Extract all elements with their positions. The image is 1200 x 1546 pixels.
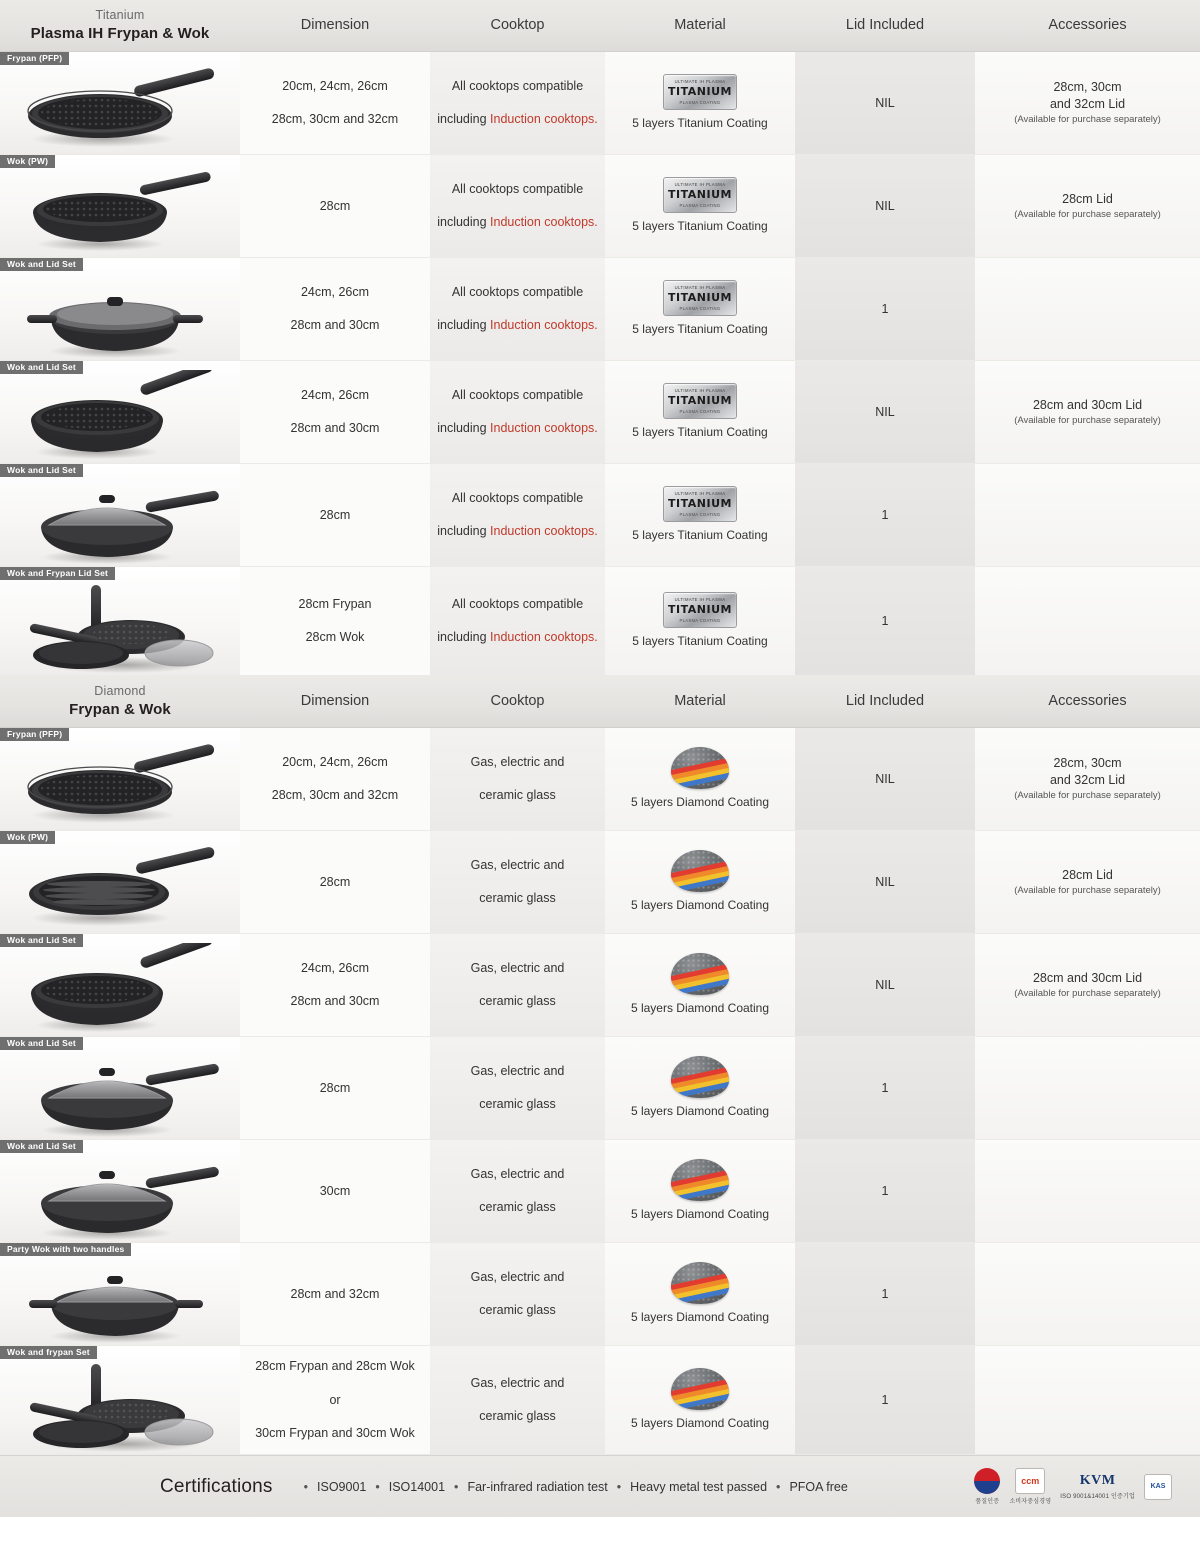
- product-tag: Wok and Lid Set: [0, 361, 83, 374]
- material-label: 5 layers Diamond Coating: [630, 1310, 770, 1325]
- cell-dimension: 28cm: [240, 155, 430, 257]
- product-image-cell: [0, 567, 240, 675]
- material-label: 5 layers Titanium Coating: [632, 425, 768, 440]
- certification-item: ISO14001: [388, 1479, 446, 1494]
- cell-lid-included: NIL: [795, 155, 975, 257]
- product-image-cell: [0, 934, 240, 1036]
- certifications-title: Certifications: [160, 1475, 273, 1497]
- diamond-badge-icon: [671, 1262, 729, 1304]
- cell-lid-included: 1: [795, 1346, 975, 1454]
- product-tag: Wok and Lid Set: [0, 464, 83, 477]
- accessory-title: 28cm Lid: [1062, 191, 1113, 206]
- table-row: [0, 1140, 1200, 1243]
- cell-cooktop: All cooktops compatible including Induction cooktops.: [430, 567, 605, 675]
- cell-lid-included: NIL: [795, 361, 975, 463]
- cell-accessories: [975, 1346, 1200, 1454]
- cell-lid-included: NIL: [795, 831, 975, 933]
- table-row: [0, 1037, 1200, 1140]
- table-row: [0, 52, 1200, 155]
- diamond-badge-icon: [671, 850, 729, 892]
- cell-dimension: 28cm: [240, 464, 430, 566]
- cell-accessories: [975, 934, 1200, 1036]
- section-name: Frypan & Wok: [69, 700, 171, 718]
- table-row: [0, 728, 1200, 831]
- cell-material: [605, 728, 795, 830]
- cell-accessories: [975, 361, 1200, 463]
- cell-lid-included: 1: [795, 258, 975, 360]
- cell-lid-included: 1: [795, 567, 975, 675]
- cell-material: [605, 934, 795, 1036]
- section-title-1: [0, 679, 240, 724]
- product-illustration: [0, 728, 240, 830]
- cell-accessories: [975, 831, 1200, 933]
- product-tag: Wok and frypan Set: [0, 1346, 97, 1359]
- accessory-note: (Available for purchase separately): [1014, 884, 1161, 896]
- cell-cooktop: All cooktops compatible including Induction cooktops.: [430, 361, 605, 463]
- material-label: 5 layers Diamond Coating: [630, 898, 770, 913]
- product-image-cell: [0, 464, 240, 566]
- section-header-0: [0, 0, 1200, 52]
- titanium-badge-icon: ULTIMATE IH PLASMA TITANIUM PLASMA COATING: [663, 486, 737, 522]
- accessory-note: (Available for purchase separately): [1014, 113, 1161, 125]
- product-tag: Wok (PW): [0, 831, 55, 844]
- cell-dimension: 30cm: [240, 1140, 430, 1242]
- cell-dimension: 20cm, 24cm, 26cm 28cm, 30cm and 32cm: [240, 728, 430, 830]
- material-label: 5 layers Titanium Coating: [632, 322, 768, 337]
- titanium-badge-icon: ULTIMATE IH PLASMA TITANIUM PLASMA COATING: [663, 280, 737, 316]
- product-illustration: [0, 934, 240, 1036]
- diamond-badge-icon: [671, 1056, 729, 1098]
- section-subtitle: Diamond: [94, 683, 146, 698]
- table-row: [0, 361, 1200, 464]
- column-header-material: Material: [674, 692, 726, 709]
- product-illustration: [0, 258, 240, 360]
- diamond-badge-icon: [671, 1159, 729, 1201]
- cell-material: [605, 831, 795, 933]
- bullet-icon: •: [303, 1479, 309, 1494]
- product-illustration: [0, 361, 240, 463]
- cell-cooktop: Gas, electric and ceramic glass: [430, 831, 605, 933]
- titanium-badge-icon: ULTIMATE IH PLASMA TITANIUM PLASMA COATING: [663, 592, 737, 628]
- titanium-badge-icon: ULTIMATE IH PLASMA TITANIUM PLASMA COATING: [663, 383, 737, 419]
- cell-accessories: [975, 1037, 1200, 1139]
- table-row: [0, 567, 1200, 676]
- titanium-badge-icon: ULTIMATE IH PLASMA TITANIUM PLASMA COATING: [663, 74, 737, 110]
- korea-mark-icon: [974, 1468, 1000, 1505]
- cell-lid-included: 1: [795, 1037, 975, 1139]
- column-header-accessories: Accessories: [1048, 16, 1127, 33]
- cell-accessories: [975, 567, 1200, 675]
- table-row: [0, 155, 1200, 258]
- product-image-cell: [0, 1140, 240, 1242]
- cell-material: [605, 258, 795, 360]
- certification-logos: [974, 1468, 1172, 1505]
- cell-lid-included: 1: [795, 464, 975, 566]
- accessory-note: (Available for purchase separately): [1014, 208, 1161, 220]
- cell-dimension: 28cm Frypan 28cm Wok: [240, 567, 430, 675]
- cell-accessories: [975, 258, 1200, 360]
- kvm-mark-caption: ISO 9001&14001 인증기업: [1060, 1494, 1135, 1500]
- titanium-badge-icon: ULTIMATE IH PLASMA TITANIUM PLASMA COATING: [663, 177, 737, 213]
- cell-material: [605, 1243, 795, 1345]
- product-image-cell: [0, 258, 240, 360]
- product-illustration: [0, 1243, 240, 1345]
- product-illustration: [0, 155, 240, 257]
- product-tag: Wok and Lid Set: [0, 934, 83, 947]
- cell-material: [605, 155, 795, 257]
- ccm-mark-caption: 소비자중심경영: [1009, 1499, 1052, 1505]
- bullet-icon: •: [375, 1479, 380, 1494]
- product-image-cell: [0, 1243, 240, 1345]
- material-label: 5 layers Diamond Coating: [630, 1104, 770, 1119]
- cell-material: [605, 1140, 795, 1242]
- cell-cooktop: All cooktops compatible including Induction cooktops.: [430, 52, 605, 154]
- cell-dimension: 24cm, 26cm 28cm and 30cm: [240, 361, 430, 463]
- cell-cooktop: All cooktops compatible including Induction cooktops.: [430, 464, 605, 566]
- bullet-icon: •: [776, 1479, 781, 1494]
- accessory-title: 28cm, 30cm and 32cm Lid: [1049, 80, 1126, 112]
- cell-accessories: [975, 464, 1200, 566]
- cell-dimension: 20cm, 24cm, 26cm 28cm, 30cm and 32cm: [240, 52, 430, 154]
- section-title-0: [0, 3, 240, 48]
- material-label: 5 layers Titanium Coating: [632, 219, 768, 234]
- accessory-note: (Available for purchase separately): [1014, 789, 1161, 801]
- product-illustration: [0, 1346, 240, 1454]
- product-image-cell: [0, 728, 240, 830]
- product-illustration: [0, 464, 240, 566]
- column-header-cooktop: Cooktop: [490, 16, 545, 33]
- kvm-mark-text: KVM: [1079, 1473, 1116, 1488]
- product-illustration: [0, 52, 240, 154]
- section-subtitle: Titanium: [95, 7, 145, 22]
- product-illustration: [0, 831, 240, 933]
- kas-mark-text: KAS: [1144, 1474, 1172, 1500]
- korea-mark-caption: 품질인증: [975, 1499, 1000, 1505]
- cell-cooktop: Gas, electric and ceramic glass: [430, 1243, 605, 1345]
- cell-dimension: 28cm and 32cm: [240, 1243, 430, 1345]
- bullet-icon: •: [616, 1479, 622, 1494]
- column-header-cooktop: Cooktop: [490, 692, 545, 709]
- cell-dimension: 24cm, 26cm 28cm and 30cm: [240, 934, 430, 1036]
- diamond-badge-icon: [671, 747, 729, 789]
- cell-accessories: [975, 155, 1200, 257]
- kvm-mark-icon: [1060, 1473, 1135, 1500]
- accessory-title: 28cm, 30cm and 32cm Lid: [1049, 756, 1126, 788]
- accessory-title: 28cm and 30cm Lid: [1032, 397, 1143, 412]
- table-row: [0, 934, 1200, 1037]
- ccm-mark-text: ccm: [1015, 1468, 1045, 1494]
- product-image-cell: [0, 1037, 240, 1139]
- cell-material: [605, 361, 795, 463]
- product-illustration: [0, 1140, 240, 1242]
- cell-lid-included: 1: [795, 1140, 975, 1242]
- cell-dimension: 28cm Frypan and 28cm Wok or 30cm Frypan and 30cm Wok: [240, 1346, 430, 1454]
- certification-item: Far-infrared radiation test: [467, 1479, 608, 1494]
- product-tag: Wok and Lid Set: [0, 1037, 83, 1050]
- table-row: [0, 464, 1200, 567]
- certification-item: ISO9001: [317, 1479, 367, 1494]
- cell-cooktop: Gas, electric and ceramic glass: [430, 1346, 605, 1454]
- cell-accessories: [975, 728, 1200, 830]
- cell-cooktop: All cooktops compatible including Induction cooktops.: [430, 258, 605, 360]
- column-header-material: Material: [674, 16, 726, 33]
- section-header-1: [0, 676, 1200, 728]
- product-image-cell: [0, 361, 240, 463]
- cell-material: [605, 1037, 795, 1139]
- table-row: [0, 1346, 1200, 1455]
- cell-lid-included: NIL: [795, 934, 975, 1036]
- table-row: [0, 258, 1200, 361]
- cell-lid-included: NIL: [795, 52, 975, 154]
- cell-lid-included: NIL: [795, 728, 975, 830]
- cell-accessories: [975, 52, 1200, 154]
- accessory-note: (Available for purchase separately): [1014, 987, 1161, 999]
- cell-dimension: 28cm: [240, 831, 430, 933]
- product-tag: Wok and Lid Set: [0, 1140, 83, 1153]
- cell-cooktop: Gas, electric and ceramic glass: [430, 934, 605, 1036]
- cell-accessories: [975, 1140, 1200, 1242]
- certification-item: Heavy metal test passed: [630, 1479, 768, 1494]
- table-row: [0, 831, 1200, 934]
- product-tag: Party Wok with two handles: [0, 1243, 131, 1256]
- cell-material: [605, 464, 795, 566]
- cell-material: [605, 52, 795, 154]
- cell-accessories: [975, 1243, 1200, 1345]
- product-tag: Wok and Frypan Lid Set: [0, 567, 115, 580]
- material-label: 5 layers Diamond Coating: [630, 1416, 770, 1431]
- cell-lid-included: 1: [795, 1243, 975, 1345]
- product-image-cell: [0, 831, 240, 933]
- product-image-cell: [0, 155, 240, 257]
- cell-cooktop: Gas, electric and ceramic glass: [430, 728, 605, 830]
- column-header-lid: Lid Included: [845, 692, 925, 709]
- column-header-lid: Lid Included: [845, 16, 925, 33]
- column-header-dimension: Dimension: [300, 692, 370, 709]
- product-image-cell: [0, 1346, 240, 1454]
- section-name: Plasma IH Frypan & Wok: [30, 24, 210, 42]
- cell-material: [605, 1346, 795, 1454]
- certifications-list: [295, 1480, 975, 1494]
- certification-item: PFOA free: [789, 1479, 848, 1494]
- bullet-icon: •: [454, 1479, 459, 1494]
- cell-cooktop: Gas, electric and ceramic glass: [430, 1140, 605, 1242]
- product-illustration: [0, 567, 240, 675]
- cell-dimension: 24cm, 26cm 28cm and 30cm: [240, 258, 430, 360]
- cell-dimension: 28cm: [240, 1037, 430, 1139]
- column-header-dimension: Dimension: [300, 16, 370, 33]
- certifications-bar: [0, 1455, 1200, 1517]
- cell-cooktop: Gas, electric and ceramic glass: [430, 1037, 605, 1139]
- product-illustration: [0, 1037, 240, 1139]
- accessory-title: 28cm and 30cm Lid: [1032, 970, 1143, 985]
- diamond-badge-icon: [671, 1368, 729, 1410]
- cell-cooktop: All cooktops compatible including Induction cooktops.: [430, 155, 605, 257]
- table-row: [0, 1243, 1200, 1346]
- product-tag: Frypan (PFP): [0, 728, 69, 741]
- accessory-note: (Available for purchase separately): [1014, 414, 1161, 426]
- ccm-mark-icon: [1009, 1468, 1051, 1505]
- accessory-title: 28cm Lid: [1062, 867, 1113, 882]
- product-tag: Frypan (PFP): [0, 52, 69, 65]
- diamond-badge-icon: [671, 953, 729, 995]
- kas-mark-icon: [1144, 1474, 1172, 1500]
- material-label: 5 layers Titanium Coating: [632, 634, 768, 649]
- product-tag: Wok and Lid Set: [0, 258, 83, 271]
- product-tag: Wok (PW): [0, 155, 55, 168]
- product-image-cell: [0, 52, 240, 154]
- material-label: 5 layers Diamond Coating: [630, 1001, 770, 1016]
- material-label: 5 layers Diamond Coating: [630, 795, 770, 810]
- cell-material: [605, 567, 795, 675]
- column-header-accessories: Accessories: [1048, 692, 1127, 709]
- material-label: 5 layers Titanium Coating: [632, 528, 768, 543]
- material-label: 5 layers Titanium Coating: [632, 116, 768, 131]
- material-label: 5 layers Diamond Coating: [630, 1207, 770, 1222]
